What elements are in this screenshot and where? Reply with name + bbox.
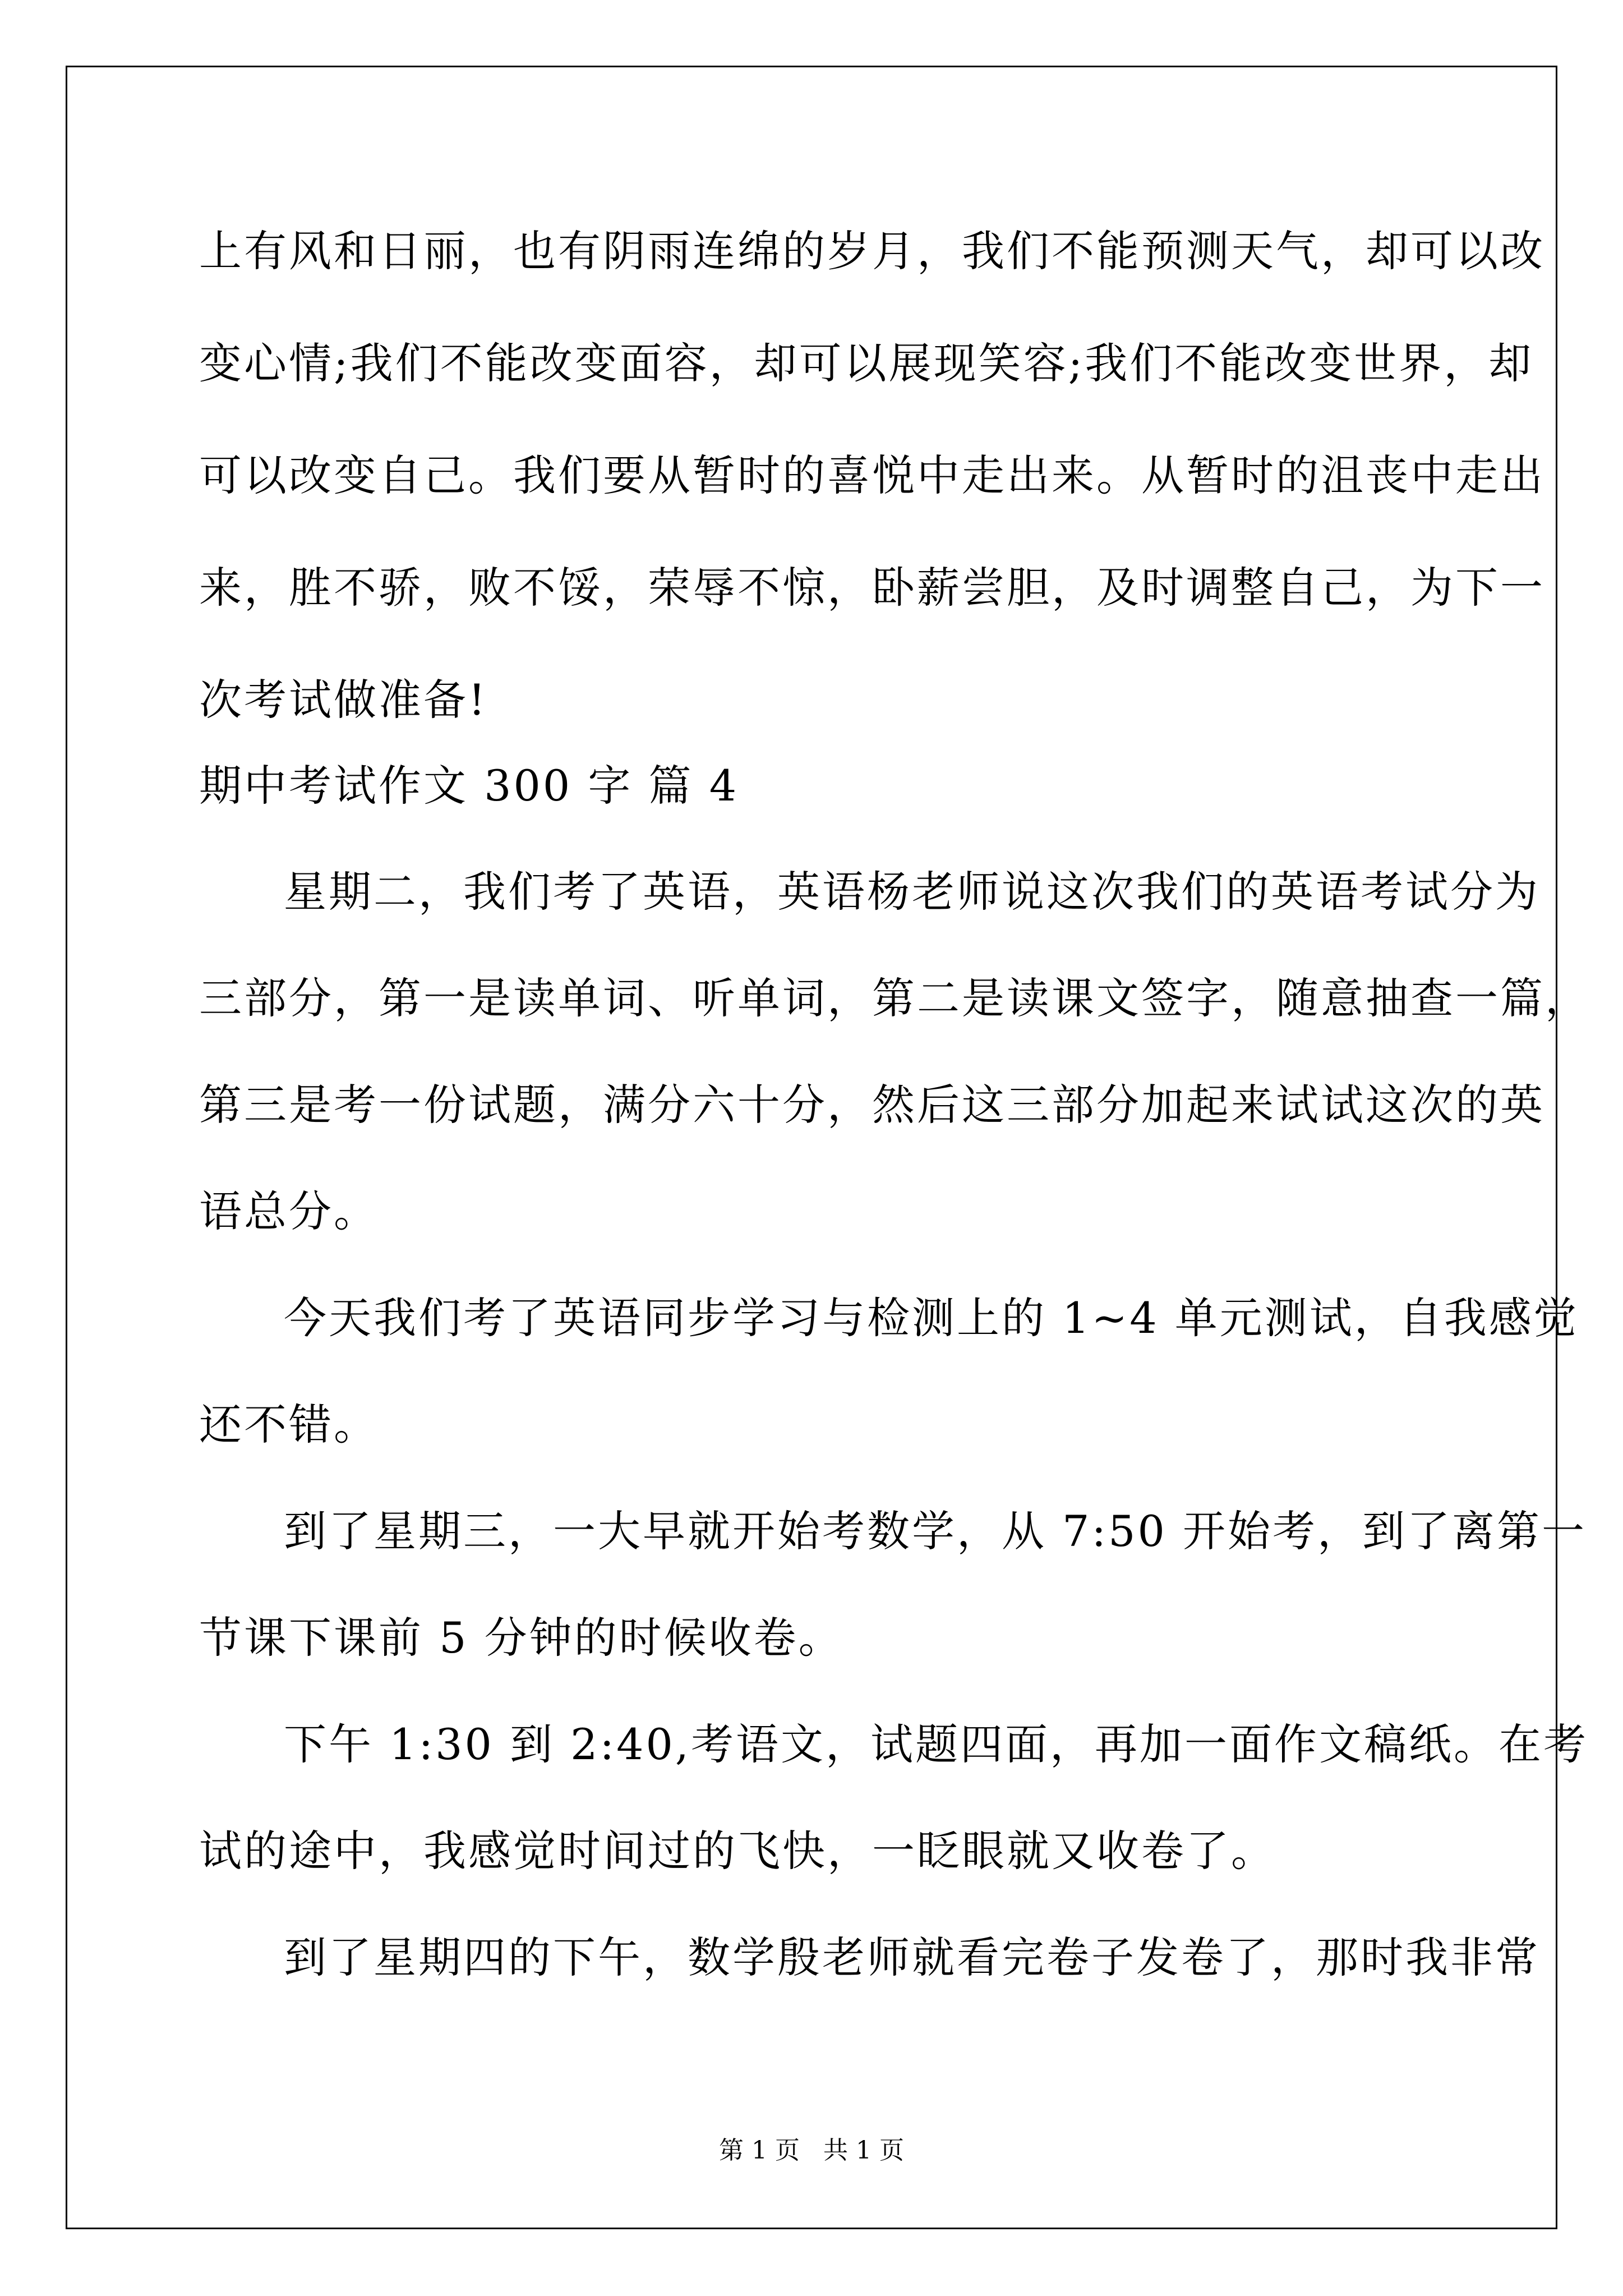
- body-text-line: 变心情;我们不能改变面容，却可以展现笑容;我们不能改变世界，却: [199, 338, 1534, 388]
- body-text-line: 上有风和日丽，也有阴雨连绵的岁月，我们不能预测天气，却可以改: [199, 226, 1545, 276]
- body-text-line: 试的途中，我感觉时间过的飞快，一眨眼就又收卷了。: [199, 1826, 1276, 1876]
- paragraph-first-line: 今天我们考了英语同步学习与检测上的 1~4 单元测试，自我感觉: [284, 1293, 1579, 1343]
- paragraph-first-line: 到了星期三，一大早就开始考数学，从 7:50 开始考，到了离第一: [284, 1506, 1587, 1556]
- paragraph-first-line: 下午 1:30 到 2:40,考语文，试题四面，再加一面作文稿纸。在考: [284, 1719, 1588, 1769]
- paragraph-first-line: 到了星期四的下午，数学殷老师就看完卷子发卷了，那时我非常: [284, 1932, 1540, 1982]
- page-footer: 第 1 页 共 1 页: [719, 2136, 904, 2165]
- body-text-line: 次考试做准备!: [199, 675, 488, 725]
- page-border: [66, 66, 1557, 2229]
- body-text-line: 第三是考一份试题，满分六十分，然后这三部分加起来试试这次的英: [199, 1080, 1545, 1130]
- body-text-line: 可以改变自己。我们要从暂时的喜悦中走出来。从暂时的沮丧中走出: [199, 450, 1545, 500]
- body-text-line: 语总分。: [199, 1186, 379, 1236]
- body-text-line: 节课下课前 5 分钟的时候收卷。: [199, 1613, 843, 1663]
- paragraph-first-line: 星期二，我们考了英语，英语杨老师说这次我们的英语考试分为: [284, 867, 1540, 917]
- body-text-line: 来，胜不骄，败不馁，荣辱不惊，卧薪尝胆，及时调整自己，为下一: [199, 563, 1545, 613]
- section-heading: 期中考试作文 300 字 篇 4: [199, 761, 739, 811]
- body-text-line: 三部分，第一是读单词、听单词，第二是读课文签字，随意抽查一篇，: [199, 973, 1590, 1023]
- body-text-line: 还不错。: [199, 1400, 379, 1450]
